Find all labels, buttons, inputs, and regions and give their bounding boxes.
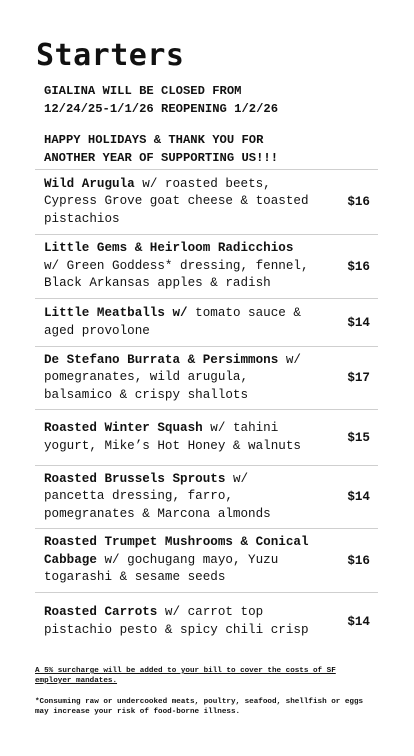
item-detail: w/ pancetta dressing, farro, pomegranates & Marcona almonds — [44, 471, 271, 521]
item-detail: w/ gochugang mayo, Yuzu togarashi & sesame seeds — [44, 552, 279, 585]
item-description — [44, 534, 312, 587]
item-description — [44, 352, 312, 405]
page-title: Starters — [36, 38, 185, 73]
item-description — [44, 471, 312, 524]
closure-notice: GIALINA WILL BE CLOSED FROM 12/24/25-1/1/26 REOPENING 1/2/26 — [44, 84, 279, 116]
menu-item — [35, 346, 378, 409]
menu-item — [35, 298, 378, 346]
item-detail: w/ roasted beets, Cypress Grove goat cheese & toasted pistachios — [44, 176, 309, 226]
item-name: Roasted Carrots — [44, 605, 158, 619]
item-detail: w/ Green Goddess* dressing, fennel, Black Arkansas apples & radish — [44, 258, 309, 291]
menu-item — [35, 409, 378, 465]
item-name: Roasted Winter Squash — [44, 421, 203, 435]
item-name: Roasted Brussels Sprouts — [44, 471, 226, 486]
holiday-notice: HAPPY HOLIDAYS & THANK YOU FOR ANOTHER YEAR OF SUPPORTING US!!! — [44, 133, 279, 165]
item-price: $14 — [347, 490, 370, 504]
food-safety-note: *Consuming raw or undercooked meats, poultry, seafood, shellfish or eggs may increase your risk of food-borne illness. — [35, 698, 364, 716]
item-price: $14 — [347, 614, 370, 629]
item-name: De Stefano Burrata & Persimmons — [44, 352, 279, 367]
item-name: Little Gems & Heirloom Radicchios — [44, 241, 294, 256]
menu-item — [35, 234, 378, 298]
item-description — [44, 420, 312, 455]
menu-item — [35, 528, 378, 592]
item-detail: tomato sauce & aged provolone — [44, 306, 301, 338]
menu-item — [35, 169, 378, 234]
item-price: $16 — [347, 195, 370, 209]
menu-items-list — [35, 169, 378, 650]
item-price: $15 — [347, 430, 370, 445]
item-detail: w/ pomegranates, wild arugula, balsamico & crispy shallots — [44, 352, 301, 402]
item-price: $16 — [347, 553, 370, 568]
item-description — [44, 240, 312, 293]
item-price: $14 — [347, 315, 370, 330]
item-name: Roasted Trumpet Mushrooms & Conical Cabbage — [44, 535, 309, 567]
surcharge-note: A 5% surcharge will be added to your bill to cover the costs of SF employer mandates. — [35, 667, 336, 685]
item-description — [44, 176, 312, 229]
item-detail: w/ tahini yogurt, Mike’s Hot Honey & walnuts — [44, 421, 301, 453]
menu-item — [35, 592, 378, 650]
item-detail: w/ carrot top pistachio pesto & spicy chili crisp — [44, 605, 309, 637]
item-description — [44, 604, 312, 639]
item-name: Little Meatballs w/ — [44, 306, 188, 320]
item-name: Wild Arugula — [44, 176, 135, 191]
item-price: $17 — [347, 371, 370, 385]
item-description — [44, 305, 312, 340]
menu-item — [35, 465, 378, 528]
item-price: $16 — [347, 259, 370, 274]
